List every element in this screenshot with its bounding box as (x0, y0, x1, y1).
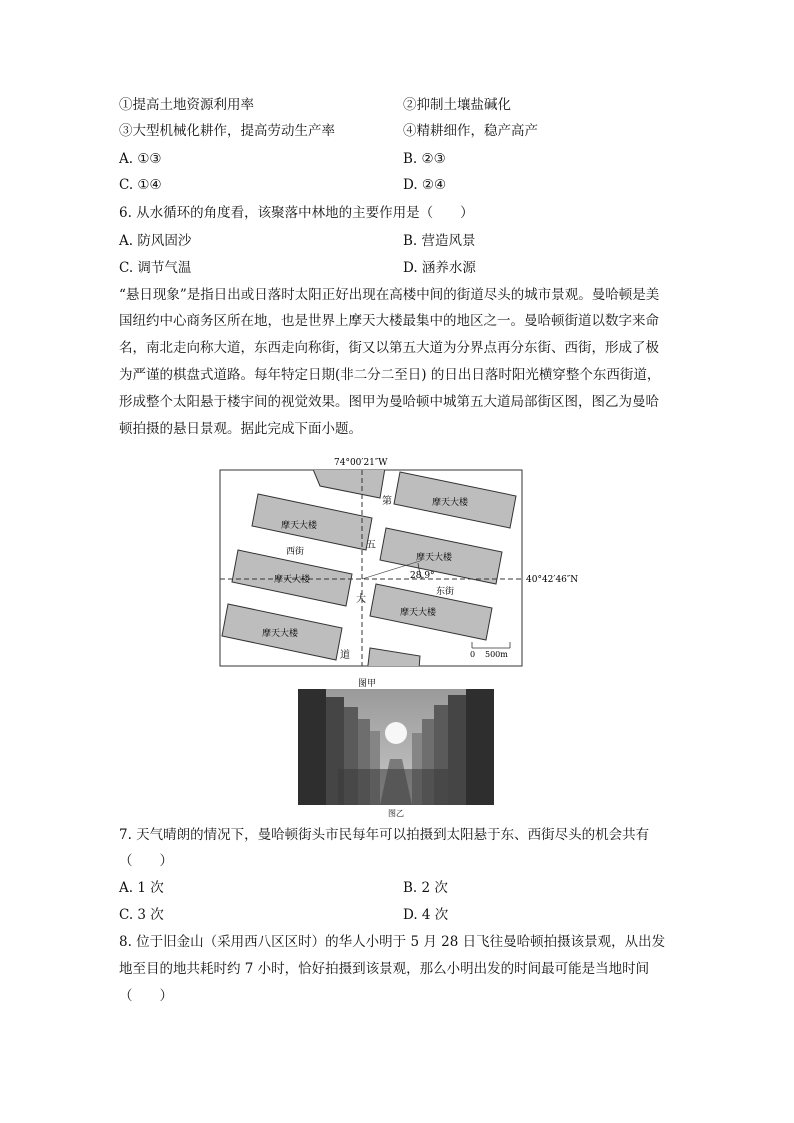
figure-b-photo (298, 689, 496, 819)
passage-line-1: “悬日现象”是指日出或日落时太阳正好出现在高楼中间的街道尽头的城市景观。曼哈顿是美 (119, 287, 660, 303)
right-tower-2 (448, 695, 466, 805)
passage-line-4: 为严谨的棋盘式道路。每年特定日期(非二分二至日) 的日出日落时阳光横穿整个东西街道， (119, 367, 661, 383)
scale-zero: 0 (470, 650, 476, 659)
left-tower-1 (298, 689, 326, 805)
angle-label: 28.9° (410, 571, 435, 581)
q7-option-b: B. 2 次 (403, 880, 448, 896)
figure-a-map (210, 452, 590, 692)
passage-line-3: 名，南北走向称大道，东西走向称街，街又以第五大道为分界点再分东街、西街，形成了极 (119, 340, 659, 356)
q8-stem-line-1: 8. 位于旧金山（采用西八区区时）的华人小明于 5 月 28 日飞往曼哈顿拍摄该景观，从出发 (119, 934, 666, 950)
sun (385, 722, 407, 744)
passage-line-2: 国纽约中心商务区所在地，也是世界上摩天大楼最集中的地区之一。曼哈顿街道以数字来命 (119, 313, 659, 329)
right-tower-1 (466, 689, 494, 805)
avenue-char-4: 道 (340, 650, 350, 661)
q6-option-d: D. 涵养水源 (403, 260, 476, 276)
q6-option-a: A. 防风固沙 (119, 233, 192, 249)
q8-stem-line-3: （ ） (119, 988, 173, 1004)
q6-stem: 6. 从水循环的角度看，该聚落中林地的主要作用是（ ） (119, 205, 474, 221)
building-label-west-1: 摩天大楼 (281, 521, 318, 531)
street-traffic (338, 769, 448, 805)
latitude-label: 40°42′46″N (526, 575, 579, 585)
building-label-west-2: 摩天大楼 (274, 575, 311, 585)
q5-option-a: A. ①③ (119, 151, 162, 167)
q5-statement-1: ①提高土地资源利用率 (119, 97, 254, 113)
q6-option-b: B. 营造风景 (403, 233, 476, 249)
q7-stem-line-2: （ ） (119, 853, 173, 869)
q7-option-a: A. 1 次 (119, 880, 164, 896)
building-label-east-3: 摩天大楼 (400, 608, 437, 618)
q5-option-c: C. ①④ (119, 177, 162, 193)
avenue-char-2: 五 (366, 540, 376, 551)
passage-line-6: 顿拍摄的悬日景观。据此完成下面小题。 (119, 421, 362, 437)
figure-a-caption: 图甲 (358, 679, 377, 689)
avenue-char-1: 第 (382, 496, 392, 507)
longitude-label: 74°00′21″W (334, 458, 388, 468)
q7-option-c: C. 3 次 (119, 907, 164, 923)
q5-statement-4: ④精耕细作，稳产高产 (403, 123, 538, 139)
passage-line-5: 形成整个太阳悬于楼宇间的视觉效果。图甲为曼哈顿中城第五大道局部街区图，图乙为曼哈 (119, 394, 659, 410)
q5-option-d: D. ②④ (403, 177, 447, 193)
east-street-label: 东街 (436, 587, 455, 597)
q6-option-c: C. 调节气温 (119, 260, 192, 276)
q7-stem-line-1: 7. 天气晴朗的情况下，曼哈顿街头市民每年可以拍摄到太阳悬于东、西街尽头的机会共有 (119, 827, 650, 843)
q5-statement-3: ③大型机械化耕作，提高劳动生产率 (119, 123, 335, 139)
avenue-char-3: 大 (356, 594, 366, 605)
q5-option-b: B. ②③ (403, 151, 446, 167)
figure-b-caption: 图乙 (388, 809, 404, 818)
building-label-east-2: 摩天大楼 (416, 553, 453, 563)
q7-option-d: D. 4 次 (403, 907, 449, 923)
building-label-east-1: 摩天大楼 (432, 498, 469, 508)
building-label-west-3: 摩天大楼 (262, 629, 299, 639)
q8-stem-line-2: 地至目的地共耗时约 7 小时，恰好拍摄到该景观，那么小明出发的时间最可能是当地时间 (119, 961, 650, 977)
q5-statement-2: ②抑制土壤盐碱化 (403, 97, 511, 113)
west-street-label: 西街 (286, 547, 305, 557)
scale-value: 500m (485, 650, 508, 659)
